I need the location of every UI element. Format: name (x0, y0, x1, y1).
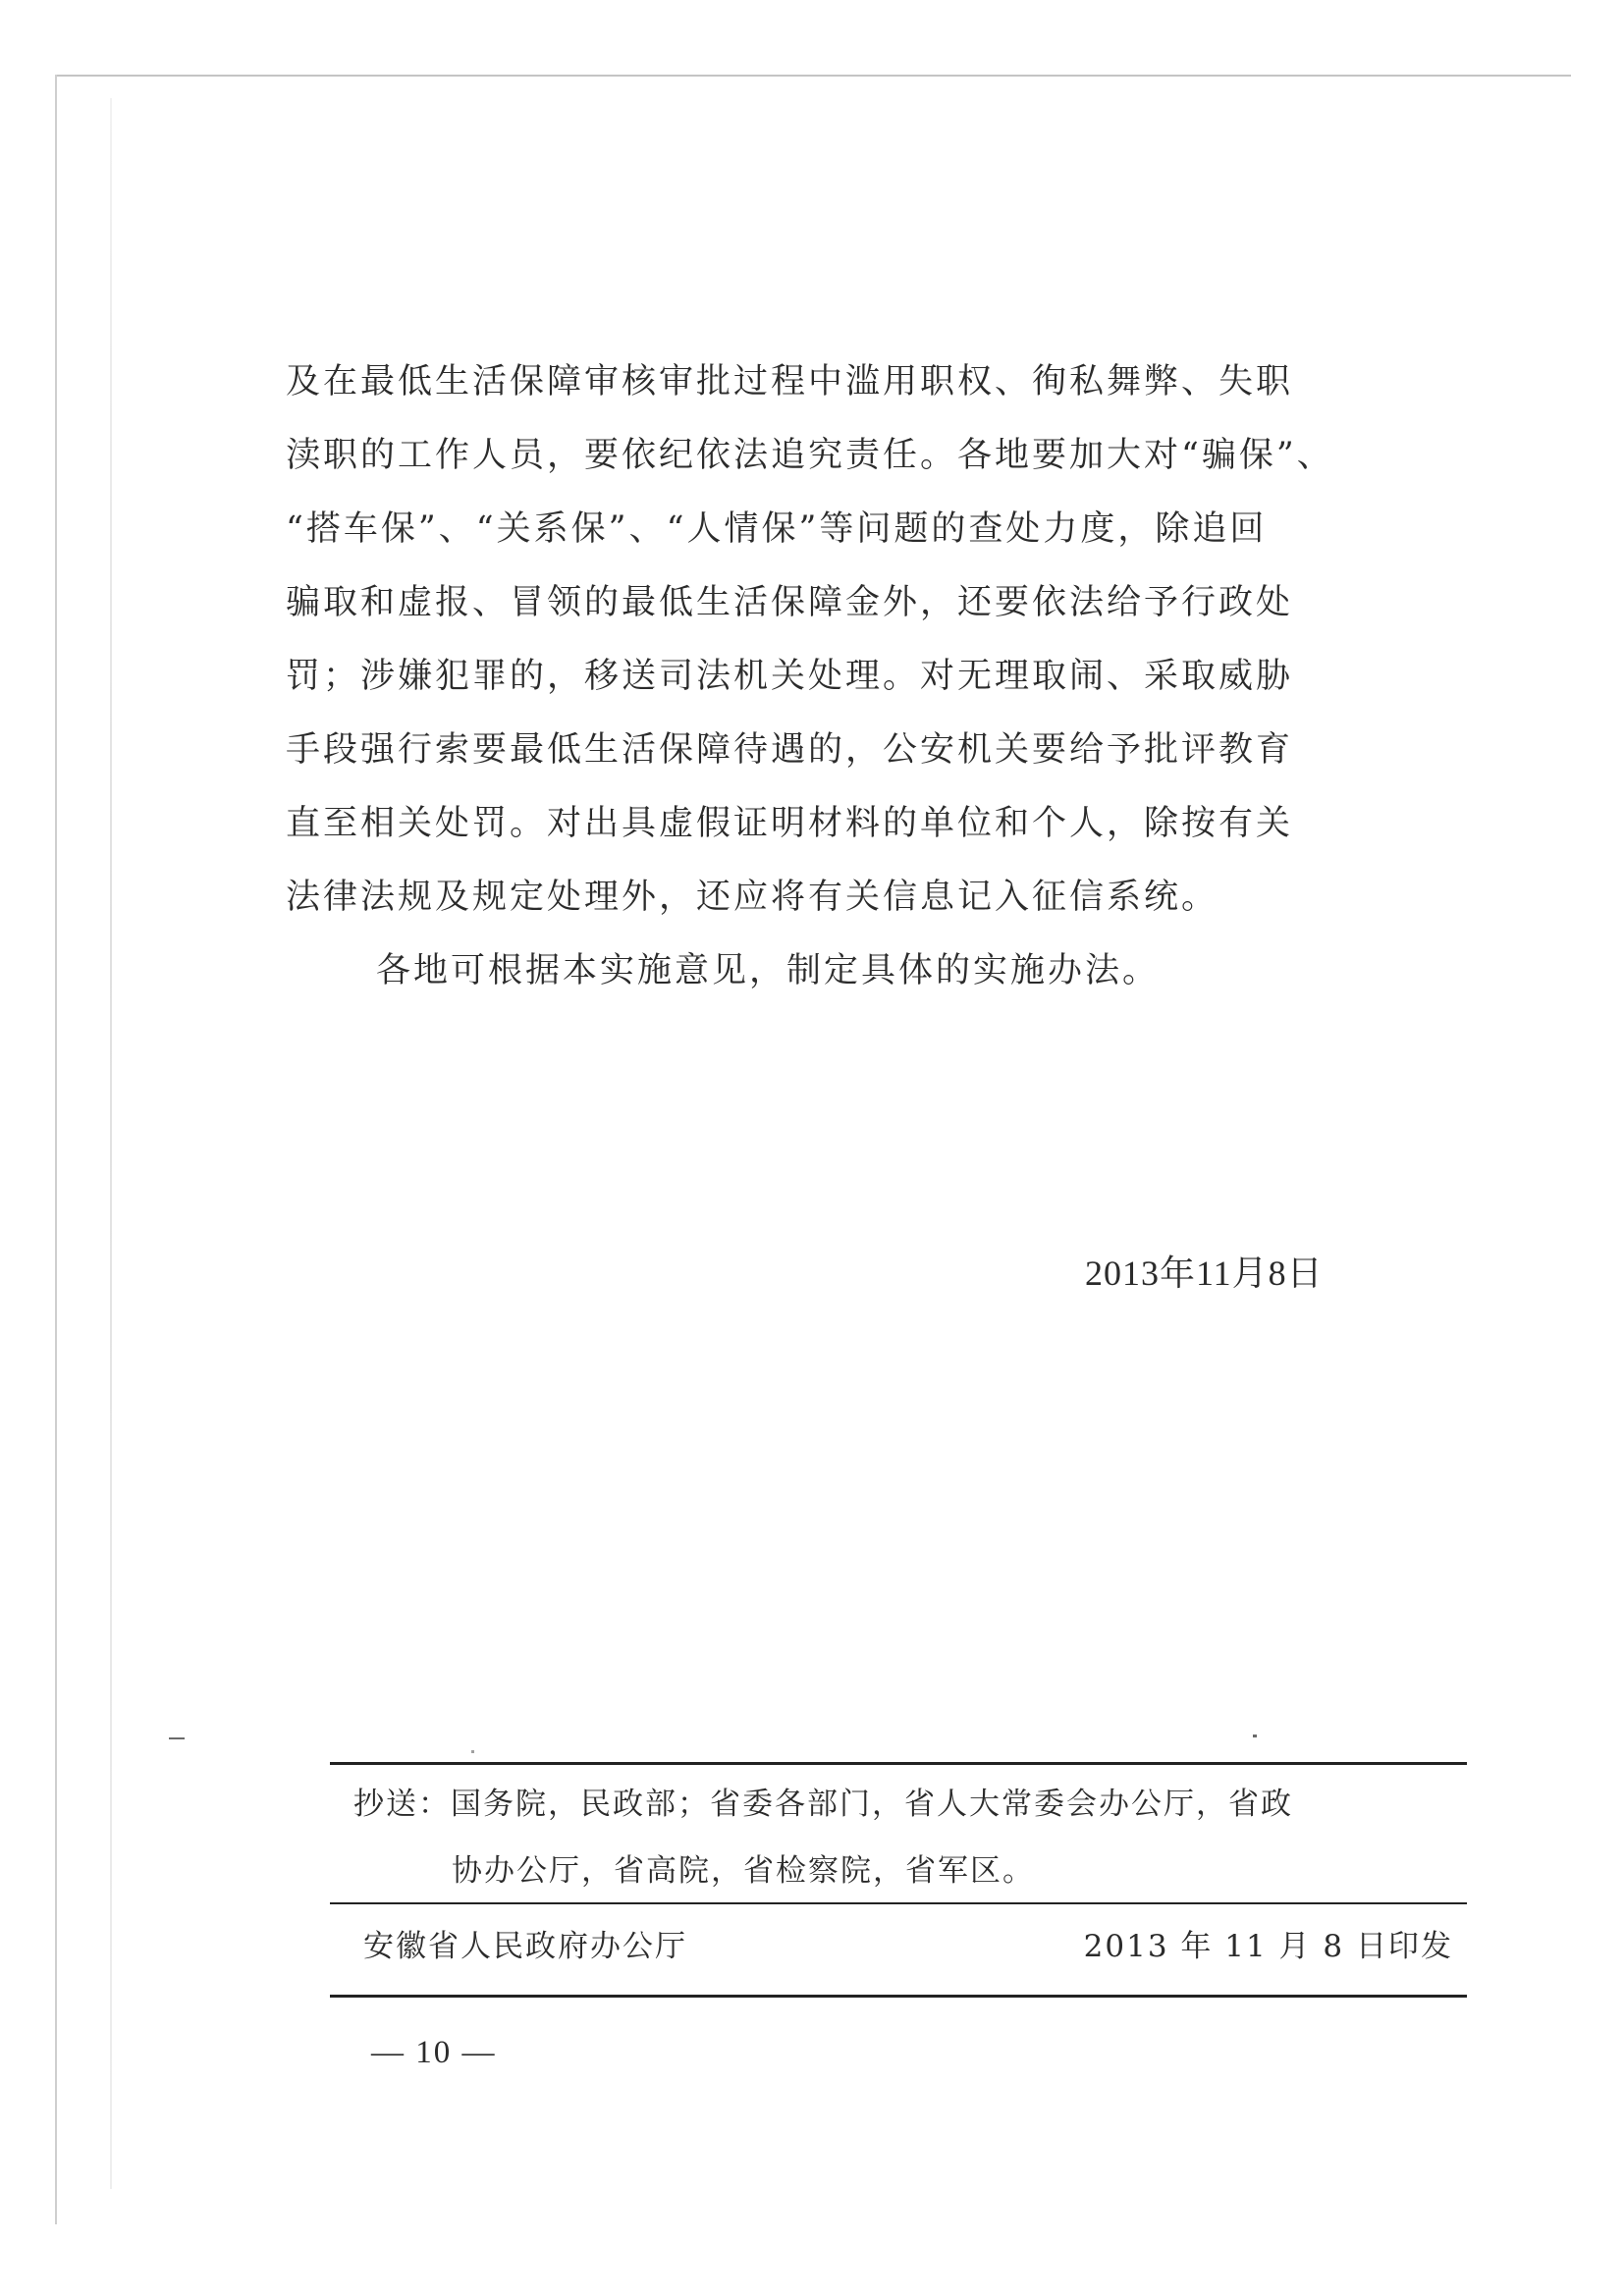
body-line-8: 法律法规及规定处理外，还应将有关信息记入征信系统。 (286, 878, 1219, 917)
body-line-7: 直至相关处罚。对出具虚假证明材料的单位和个人，除按有关 (286, 804, 1294, 843)
scan-speck (169, 1737, 185, 1739)
body-line-2: 渎职的工作人员，要依纪依法追究责任。各地要加大对“骗保”、 (286, 436, 1334, 475)
page-number: — 10 — (371, 2035, 497, 2070)
closing-paragraph: 各地可根据本实施意见，制定具体的实施办法。 (376, 951, 1161, 990)
footer-middle-rule (330, 1902, 1467, 1904)
issuing-office: 安徽省人民政府办公厅 (363, 1929, 687, 1964)
cc-recipients-line-1: 抄送：国务院，民政部；省委各部门，省人大常委会办公厅，省政 (353, 1787, 1293, 1822)
body-line-6: 手段强行索要最低生活保障待遇的，公安机关要给予批评教育 (286, 730, 1294, 770)
body-line-3: “搭车保”、“关系保”、“人情保”等问题的查处力度，除追回 (286, 509, 1268, 549)
body-line-4: 骗取和虚报、冒领的最低生活保障金外，还要依法给予行政处 (286, 583, 1294, 622)
document-body (286, 346, 1442, 1008)
scan-top-edge (55, 75, 1571, 77)
scan-left-edge (55, 75, 57, 2224)
footer-bottom-rule (330, 1995, 1467, 1998)
issue-date: 2013 年 11 月 8 日印发 (1083, 1929, 1453, 1964)
cc-recipients-line-2: 协办公厅，省高院，省检察院，省军区。 (452, 1853, 1035, 1889)
scan-speck (471, 1750, 474, 1753)
scan-left-shadow (110, 98, 112, 2189)
issuer-row (363, 1921, 1453, 1965)
signature-date: 2013年11月8日 (1085, 1254, 1324, 1293)
body-line-5: 罚；涉嫌犯罪的，移送司法机关处理。对无理取闹、采取威胁 (286, 657, 1294, 696)
scan-speck (1253, 1735, 1257, 1737)
footer-top-rule (330, 1762, 1467, 1765)
body-line-1: 及在最低生活保障审核审批过程中滥用职权、徇私舞弊、失职 (286, 362, 1294, 401)
